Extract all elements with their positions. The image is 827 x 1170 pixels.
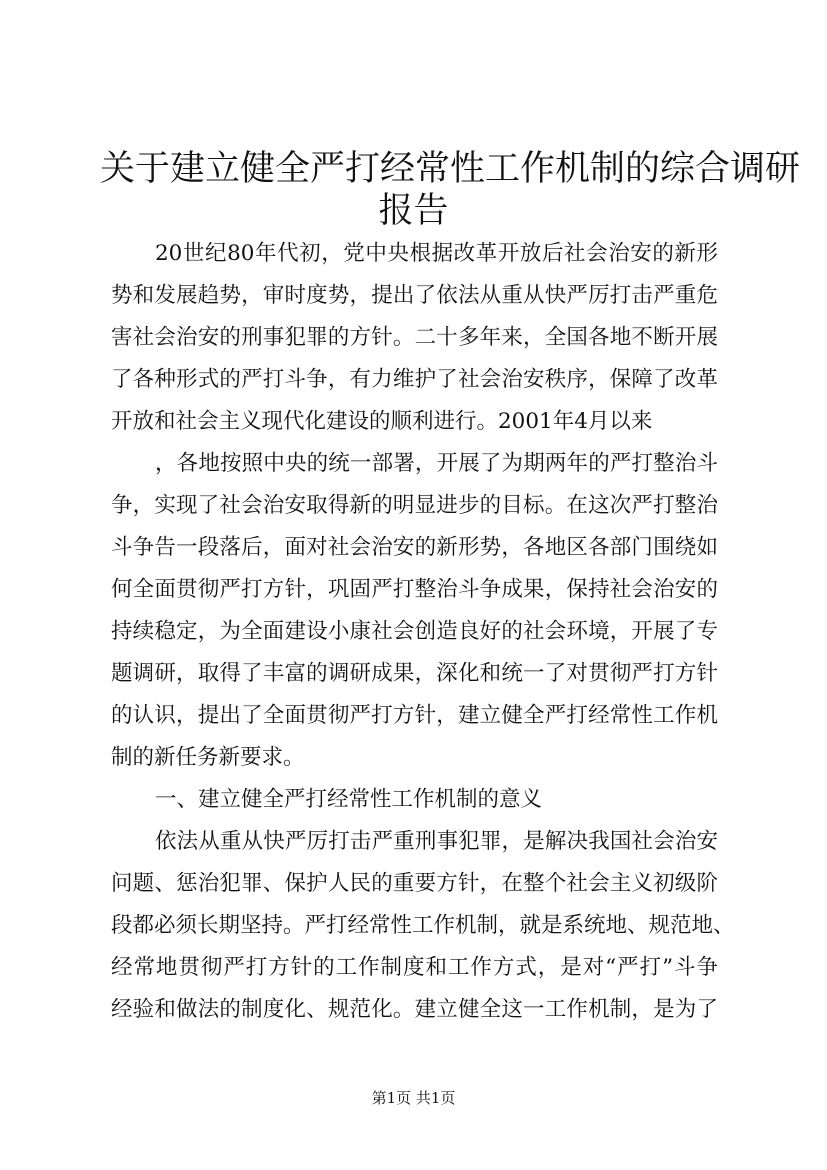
paragraph-line: 争，实现了社会治安取得新的明显进步的目标。在这次严打整治 xyxy=(111,493,718,518)
paragraph-line: 依法从重从快严厉打击严重刑事犯罪，是解决我国社会治安 xyxy=(155,829,718,854)
document-title-line-2: 报告 xyxy=(378,191,449,231)
document-title-line-1: 关于建立健全严打经常性工作机制的综合调研 xyxy=(100,149,801,189)
section-heading: 一、建立健全严打经常性工作机制的意义 xyxy=(155,787,543,812)
paragraph-line: 经验和做法的制度化、规范化。建立健全这一工作机制，是为了 xyxy=(111,997,718,1022)
paragraph-line: 的认识，提出了全面贯彻严打方针，建立健全严打经常性工作机 xyxy=(111,703,718,728)
paragraph-line: 开放和社会主义现代化建设的顺利进行。2001年4月以来 xyxy=(111,409,653,434)
page-number-footer: 第1页 共1页 xyxy=(371,1089,456,1107)
paragraph-line: 题调研，取得了丰富的调研成果，深化和统一了对贯彻严打方针 xyxy=(111,661,718,686)
paragraph-line: 斗争告一段落后，面对社会治安的新形势，各地区各部门围绕如 xyxy=(111,535,718,560)
paragraph-line: 何全面贯彻严打方针，巩固严打整治斗争成果，保持社会治安的 xyxy=(111,577,718,602)
paragraph-line: 害社会治安的刑事犯罪的方针。二十多年来，全国各地不断开展 xyxy=(111,325,718,350)
paragraph-line: 段都必须长期坚持。严打经常性工作机制，就是系统地、规范地、 xyxy=(111,913,735,938)
paragraph-line: 问题、惩治犯罪、保护人民的重要方针，在整个社会主义初级阶 xyxy=(111,871,718,896)
paragraph-line: 制的新任务新要求。 xyxy=(111,745,305,770)
paragraph-line: ，各地按照中央的统一部署，开展了为期两年的严打整治斗 xyxy=(155,451,718,476)
paragraph-line: 持续稳定，为全面建设小康社会创造良好的社会环境，开展了专 xyxy=(111,619,718,644)
paragraph-line: 20世纪80年代初，党中央根据改革开放后社会治安的新形 xyxy=(155,241,718,266)
paragraph-line: 了各种形式的严打斗争，有力维护了社会治安秩序，保障了改革 xyxy=(111,367,718,392)
paragraph-line: 势和发展趋势，审时度势，提出了依法从重从快严厉打击严重危 xyxy=(111,283,718,308)
paragraph-line: 经常地贯彻严打方针的工作制度和工作方式，是对“严打”斗争 xyxy=(111,955,718,980)
